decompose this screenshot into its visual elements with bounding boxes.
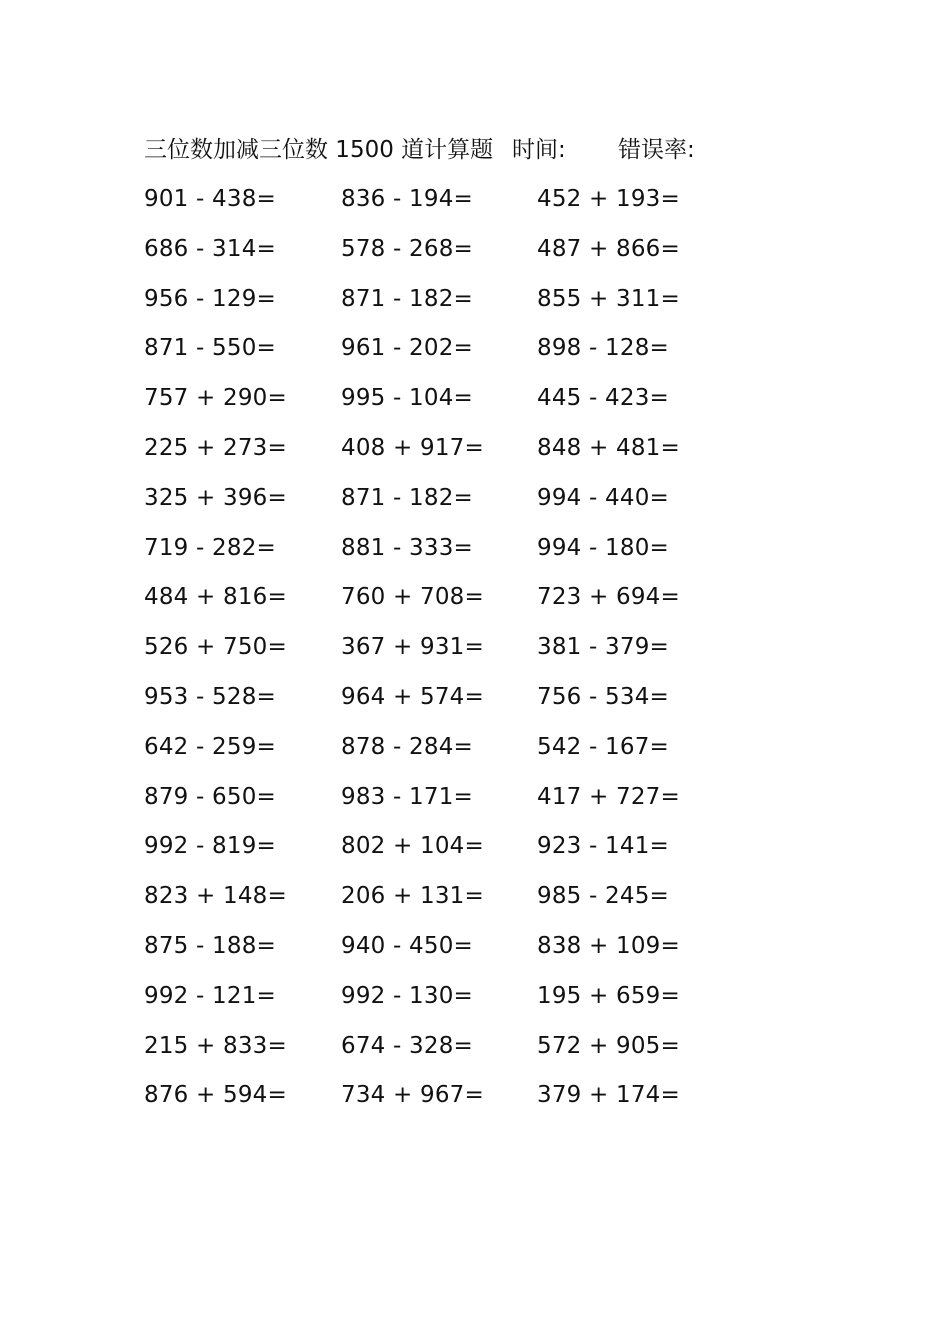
problem-item: 823 + 148= [144, 883, 287, 910]
problem-item: 881 - 333= [341, 534, 473, 561]
problem-item: 961 - 202= [341, 335, 473, 362]
problem-item: 802 + 104= [341, 833, 484, 860]
worksheet-header [144, 132, 764, 168]
problem-row [144, 429, 764, 479]
problem-item: 836 - 194= [341, 186, 473, 212]
problem-item: 878 - 284= [341, 733, 473, 760]
problem-item: 484 + 816= [144, 584, 287, 611]
problem-item: 848 + 481= [537, 434, 680, 461]
worksheet-title: 三位数加减三位数 1500 道计算题 [144, 137, 494, 163]
problem-row [144, 329, 764, 379]
problem-item: 901 - 438= [144, 186, 276, 212]
problem-item: 940 - 450= [341, 932, 473, 959]
problem-item: 956 - 129= [144, 285, 276, 312]
problem-item: 953 - 528= [144, 683, 276, 710]
problem-item: 445 - 423= [537, 385, 669, 412]
problem-item: 542 - 167= [537, 733, 669, 760]
problem-item: 855 + 311= [537, 285, 680, 312]
problem-row [144, 827, 764, 877]
problem-item: 452 + 193= [537, 186, 680, 212]
problem-item: 876 + 594= [144, 1082, 287, 1109]
error-rate-label: 错误率: [618, 137, 695, 163]
problem-item: 487 + 866= [537, 235, 680, 262]
problem-item: 195 + 659= [537, 982, 680, 1009]
problem-item: 686 - 314= [144, 235, 276, 262]
problem-row [144, 977, 764, 1027]
problem-item: 838 + 109= [537, 932, 680, 959]
problem-row [144, 678, 764, 728]
problem-item: 734 + 967= [341, 1082, 484, 1109]
problem-grid [144, 180, 764, 1126]
problem-item: 923 - 141= [537, 833, 669, 860]
problem-item: 992 - 819= [144, 833, 276, 860]
problem-item: 995 - 104= [341, 385, 473, 412]
problem-item: 992 - 121= [144, 982, 276, 1009]
problem-item: 879 - 650= [144, 783, 276, 810]
problem-row [144, 927, 764, 977]
problem-item: 994 - 440= [537, 484, 669, 511]
problem-item: 875 - 188= [144, 932, 276, 959]
problem-item: 756 - 534= [537, 683, 669, 710]
problem-item: 985 - 245= [537, 883, 669, 910]
problem-item: 964 + 574= [341, 683, 484, 710]
problem-item: 994 - 180= [537, 534, 669, 561]
problem-item: 898 - 128= [537, 335, 669, 362]
problem-row [144, 379, 764, 429]
problem-item: 526 + 750= [144, 634, 287, 661]
problem-row [144, 529, 764, 579]
problem-row [144, 628, 764, 678]
problem-item: 992 - 130= [341, 982, 473, 1009]
problem-item: 381 - 379= [537, 634, 669, 661]
problem-item: 723 + 694= [537, 584, 680, 611]
problem-item: 674 - 328= [341, 1032, 473, 1059]
problem-row [144, 1076, 764, 1126]
problem-item: 572 + 905= [537, 1032, 680, 1059]
problem-item: 215 + 833= [144, 1032, 287, 1059]
problem-item: 417 + 727= [537, 783, 680, 810]
problem-item: 225 + 273= [144, 434, 287, 461]
problem-item: 983 - 171= [341, 783, 473, 810]
problem-item: 760 + 708= [341, 584, 484, 611]
time-label: 时间: [512, 137, 566, 163]
problem-row [144, 479, 764, 529]
problem-row [144, 180, 764, 230]
problem-item: 642 - 259= [144, 733, 276, 760]
problem-row [144, 230, 764, 280]
problem-item: 379 + 174= [537, 1082, 680, 1109]
problem-item: 871 - 182= [341, 285, 473, 312]
problem-item: 719 - 282= [144, 534, 276, 561]
problem-item: 408 + 917= [341, 434, 484, 461]
problem-item: 578 - 268= [341, 235, 473, 262]
problem-row [144, 877, 764, 927]
problem-item: 757 + 290= [144, 385, 287, 412]
problem-item: 871 - 550= [144, 335, 276, 362]
problem-item: 325 + 396= [144, 484, 287, 511]
problem-row [144, 578, 764, 628]
problem-row [144, 778, 764, 828]
problem-item: 367 + 931= [341, 634, 484, 661]
problem-item: 871 - 182= [341, 484, 473, 511]
problem-row [144, 728, 764, 778]
problem-row [144, 1027, 764, 1077]
problem-item: 206 + 131= [341, 883, 484, 910]
problem-row [144, 280, 764, 330]
